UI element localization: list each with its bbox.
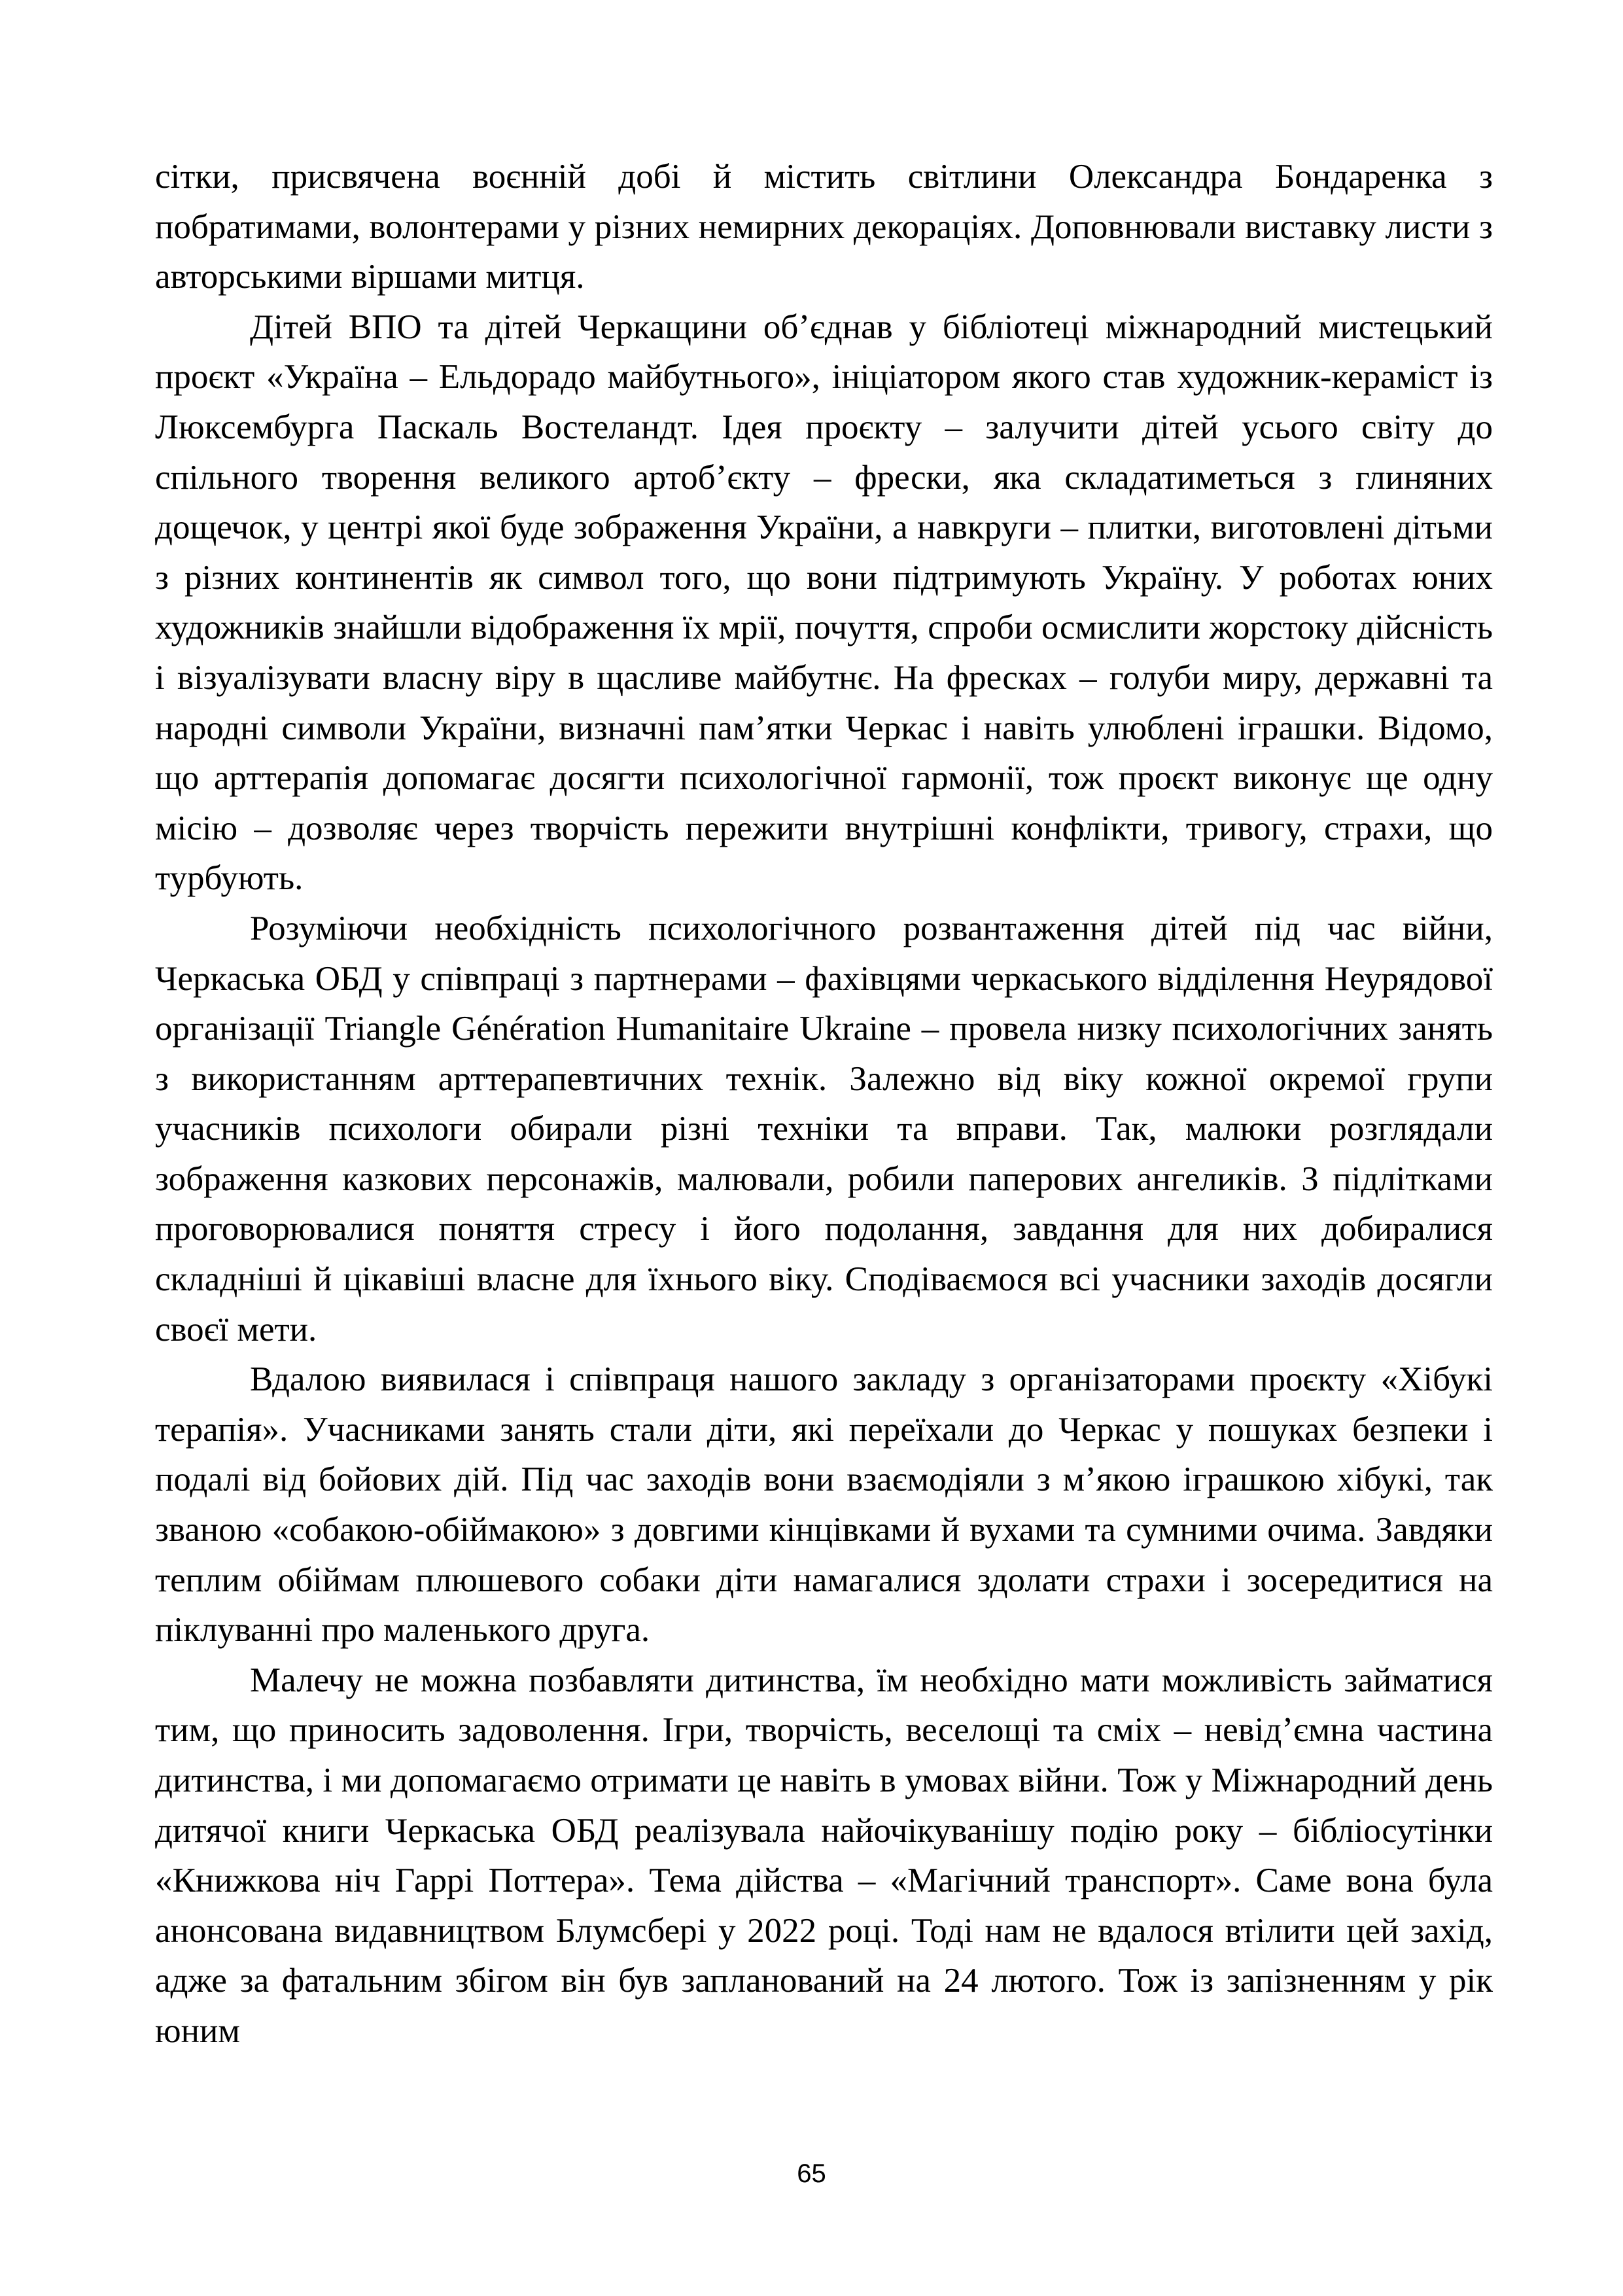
paragraph-2: Дітей ВПО та дітей Черкащини об’єднав у бібліотеці міжнародний мистецький проєкт «Україна – Ельдорадо майбутнього», ініціатором якого став художник-кераміст із Люксембурга Паскаль Востеландт. Ідея проєкту – залучити дітей усього світу до спільного творення великого артоб’єкту – фрески, яка складатиметься з глиняних дощечок, у центрі якої буде зображення України, а навкруги – плитки, виготовлені дітьми з різних континентів як символ того, що вони підтримують Україну. У роботах юних художників знайшли відображення їх мрії, почуття, спроби осмислити жорстоку дійсність і візуалізувати власну віру в щасливе майбутнє. На фресках – голуби миру, державні та народні символи України, визначні пам’ятки Черкас і навіть улюблені іграшки. Відомо, що арттерапія допомагає досягти психологічної гармонії, тож проєкт виконує ще одну місію – дозволяє через творчість пережити внутрішні конфлікти, тривогу, страхи, що турбують. [155,308,1493,898]
paragraph-4: Вдалою виявилася і співпраця нашого закладу з організаторами проєкту «Хібукі терапія». Учасниками занять стали діти, які переїхали до Черкас у пошуках безпеки і подалі від бойових дій. Під час заходів вони взаємодіяли з м’якою іграшкою хібукі, так званою «собакою-обіймакою» з довгими кінцівками й вухами та сумними очима. Завдяки теплим обіймам плюшевого собаки діти намагалися здолати страхи і зосередитися на піклуванні про маленького друга. [155,1360,1493,1650]
paragraph-5: Малечу не можна позбавляти дитинства, їм необхідно мати можливість займатися тим, що приносить задоволення. Ігри, творчість, веселощі та сміх – невід’ємна частина дитинства, і ми допомагаємо отримати це навіть в умовах війни. Тож у Міжнародний день дитячої книги Черкаська ОБД реалізувала найочікуванішу подію року – бібліосутінки «Книжкова ніч Гаррі Поттера». Тема дійства – «Магічний транспорт». Саме вона була анонсована видавництвом Блумсбері у 2022 році. Тоді нам не вдалося втілити цей захід, адже за фатальним збігом він був запланований на 24 лютого. Тож із запізненням у рік юним [155,1661,1493,2050]
paragraph-1: сітки, присвячена воєнній добі й містить світлини Олександра Бондаренка з побратимами, волонтерами у різних немирних декораціях. Доповнювали виставку листи з авторськими віршами митця. [155,158,1493,296]
text-body [155,152,1493,2057]
page-number: 65 [797,2159,826,2188]
paragraph-3: Розуміючи необхідність психологічного розвантаження дітей під час війни, Черкаська ОБД у співпраці з партнерами – фахівцями черкаського відділення Неурядової організації Triangle Génération Humanitaire Ukraine – провела низку психологічних занять з використанням арттерапевтичних технік. Залежно від віку кожної окремої групи учасників психологи обирали різні техніки та вправи. Так, малюки розглядали зображення казкових персонажів, малювали, робили паперових ангеликів. З підлітками проговорювалися поняття стресу і його подолання, завдання для них добиралися складніші й цікавіші власне для їхнього віку. Сподіваємося всі учасники заходів досягли своєї мети. [155,909,1493,1349]
